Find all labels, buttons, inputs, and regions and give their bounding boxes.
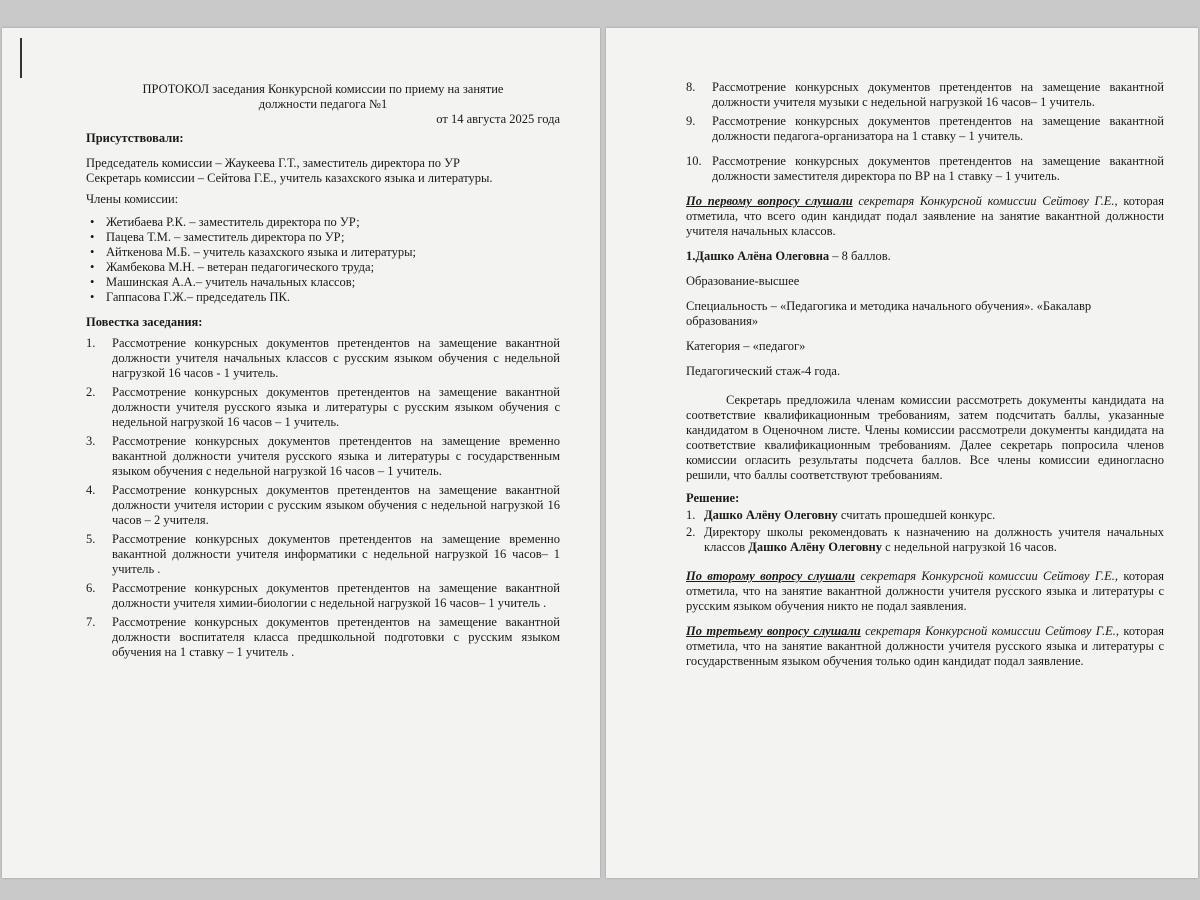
question1-lead: По первому вопросу слушали: [686, 194, 853, 208]
member-item: • Гаппасова Г.Ж.– председатель ПК.: [106, 290, 560, 305]
agenda-item: [86, 336, 560, 381]
document-page-right: [606, 28, 1198, 878]
question3-paragraph: [686, 624, 1164, 669]
question3-speaker: секретаря Конкурсной комиссии Сейтову Г.Е.,: [860, 624, 1119, 638]
agenda-number: 2.: [86, 385, 96, 399]
agenda-item: [86, 385, 560, 430]
decision-item: [686, 508, 1164, 523]
agenda-item: [86, 615, 560, 660]
question2-lead: По второму вопросу слушали: [686, 569, 856, 583]
page-right-content: [686, 80, 1164, 669]
agenda-list-right: [686, 80, 1164, 184]
decision-candidate-name: Дашко Алёну Олеговну: [704, 508, 838, 522]
members-label: Члены комиссии:: [86, 192, 179, 206]
agenda-number: 10.: [686, 154, 702, 168]
chair-line: Председатель комиссии – Жаукеева Г.Т., заместитель директора по УР: [86, 156, 460, 170]
secretary-line: Секретарь комиссии – Сейтова Г.Е., учитель казахского языка и литературы.: [86, 171, 493, 185]
question1-text: которая отметила, что всего один кандидат подал заявление на занятие вакантной должности учителя начальных классов.: [686, 194, 1164, 238]
member-item: • Машинская А.А.– учитель начальных классов;: [106, 275, 560, 290]
decision-text: [704, 525, 1164, 555]
decision-heading: Решение:: [686, 491, 740, 505]
margin-mark: [20, 38, 22, 78]
candidate-score: – 8 баллов.: [829, 249, 891, 263]
agenda-number: 3.: [86, 434, 96, 448]
candidate-name: 1.Дашко Алёна Олеговна: [686, 249, 830, 263]
agenda-number: 1.: [86, 336, 96, 350]
agenda-text: Рассмотрение конкурсных документов претендентов на замещение вакантной должности воспитателя класса предшкольной подготовки с русским языком обучения на 1 ставку – 1 учитель .: [112, 615, 560, 659]
agenda-list-left: [86, 336, 560, 660]
agenda-number: 8.: [686, 80, 696, 94]
decision-number: 1.: [686, 508, 696, 522]
agenda-item: [686, 80, 1164, 110]
decision-item: [686, 525, 1164, 555]
agenda-text: Рассмотрение конкурсных документов претендентов на замещение вакантной должности учителя музыки с недельной нагрузкой 16 часов– 1 учитель.: [712, 80, 1164, 109]
page-left-content: [86, 82, 560, 664]
protocol-title-line2: должности педагога №1: [258, 97, 388, 111]
member-item: • Жамбекова М.Н. – ветеран педагогического труда;: [106, 260, 560, 275]
document-page-left: [2, 28, 600, 878]
agenda-text: Рассмотрение конкурсных документов претендентов на замещение вакантной должности учителя начальных классов с русским языком обучения с недельной нагрузкой 16 часов - 1 учитель.: [112, 336, 560, 380]
candidate-category: Категория – «педагог»: [686, 339, 806, 353]
agenda-text: Рассмотрение конкурсных документов претендентов на замещение вакантной должности учителя истории с русским языком обучения с недельной нагрузкой 16 часов – 2 учителя.: [112, 483, 560, 527]
members-list: [86, 215, 560, 305]
agenda-item: [86, 532, 560, 577]
agenda-number: 4.: [86, 483, 96, 497]
protocol-title-line1: ПРОТОКОЛ заседания Конкурсной комиссии по приему на занятие: [142, 82, 504, 96]
question3-text: которая отметила, что на занятие вакантной должности учителя русского языка и литературы с государственным языком обучения только один кандидат подал заявление.: [686, 624, 1164, 668]
member-item: • Жетибаева Р.К. – заместитель директора по УР;: [106, 215, 560, 230]
protocol-date: от 14 августа 2025 года: [436, 112, 560, 126]
member-item: • Айткенова М.Б. – учитель казахского языка и литературы;: [106, 245, 560, 260]
agenda-number: 7.: [86, 615, 96, 629]
candidate-line: [686, 249, 1164, 264]
agenda-number: 9.: [686, 114, 696, 128]
candidate-specialty: Специальность – «Педагогика и методика начального обучения». «Бакалавр образования»: [686, 299, 1092, 328]
agenda-text: Рассмотрение конкурсных документов претендентов на замещение вакантной должности педагога-организатора на 1 ставку – 1 учитель.: [712, 114, 1164, 143]
decision-post: с недельной нагрузкой 16 часов.: [882, 540, 1057, 554]
agenda-item: [86, 483, 560, 528]
agenda-text: Рассмотрение конкурсных документов претендентов на замещение вакантной должности учителя русского языка и литературы с русским языком обучения с недельной нагрузкой 16 часов – 1 учитель.: [112, 385, 560, 429]
agenda-item: [86, 581, 560, 611]
agenda-text: Рассмотрение конкурсных документов претендентов на замещение вакантной должности заместителя директора по ВР на 1 ставку – 1 учитель.: [712, 154, 1164, 183]
decision-pre: Директору школы рекомендовать к назначению на должность учителя начальных классов: [704, 525, 1164, 554]
agenda-text: Рассмотрение конкурсных документов претендентов на замещение вакантной должности учителя химии-биологии с недельной нагрузкой 16 часов– 1 учитель .: [112, 581, 560, 610]
agenda-number: 5.: [86, 532, 96, 546]
secretary-paragraph: Секретарь предложила членам комиссии рассмотреть документы кандидата на соответствие квалификационным требованиям, затем подсчитать баллы, указанные кандидатом в Оценочном листе. Члены комиссии рассмотрели документы кандидата на соответствие квалификационным требованиям. Далее секретарь попросила членов комиссии огласить результаты подсчета баллов. Все члены комиссии единогласно решили, что баллы соответствуют требованиям.: [686, 393, 1164, 482]
decision-rest: считать прошедшей конкурс.: [837, 508, 996, 522]
agenda-item: [686, 114, 1164, 144]
question3-lead: По третьему вопросу слушали: [686, 624, 861, 638]
question1-speaker: секретаря Конкурсной комиссии Сейтову Г.Е.,: [852, 194, 1118, 208]
agenda-heading: Повестка заседания:: [86, 315, 203, 329]
question2-speaker: секретаря Конкурсной комиссии Сейтову Г.Е.,: [855, 569, 1119, 583]
question2-text: которая отметила, что на занятие вакантной должности учителя русского языка и литературы с русским языком обучения никто не подал заявления.: [686, 569, 1164, 613]
candidate-education: Образование-высшее: [686, 274, 800, 288]
candidate-experience: Педагогический стаж-4 года.: [686, 364, 841, 378]
decision-candidate-name: Дашко Алёну Олеговну: [748, 540, 883, 554]
question1-paragraph: [686, 194, 1164, 239]
question2-paragraph: [686, 569, 1164, 614]
decision-list: [686, 508, 1164, 555]
agenda-item: [686, 154, 1164, 184]
decision-text: [704, 508, 1164, 523]
agenda-text: Рассмотрение конкурсных документов претендентов на замещение временно вакантной должности учителя русского языка и литературы с государственным языком обучения с недельной нагрузкой 16 часов – 1 учитель.: [112, 434, 560, 478]
agenda-number: 6.: [86, 581, 96, 595]
agenda-text: Рассмотрение конкурсных документов претендентов на замещение временно вакантной должности учителя информатики с недельной нагрузкой 16 часов– 1 учитель .: [112, 532, 560, 576]
agenda-item: [86, 434, 560, 479]
decision-number: 2.: [686, 525, 696, 539]
present-heading: Присутствовали:: [86, 131, 184, 145]
member-item: • Пацева Т.М. – заместитель директора по УР;: [106, 230, 560, 245]
